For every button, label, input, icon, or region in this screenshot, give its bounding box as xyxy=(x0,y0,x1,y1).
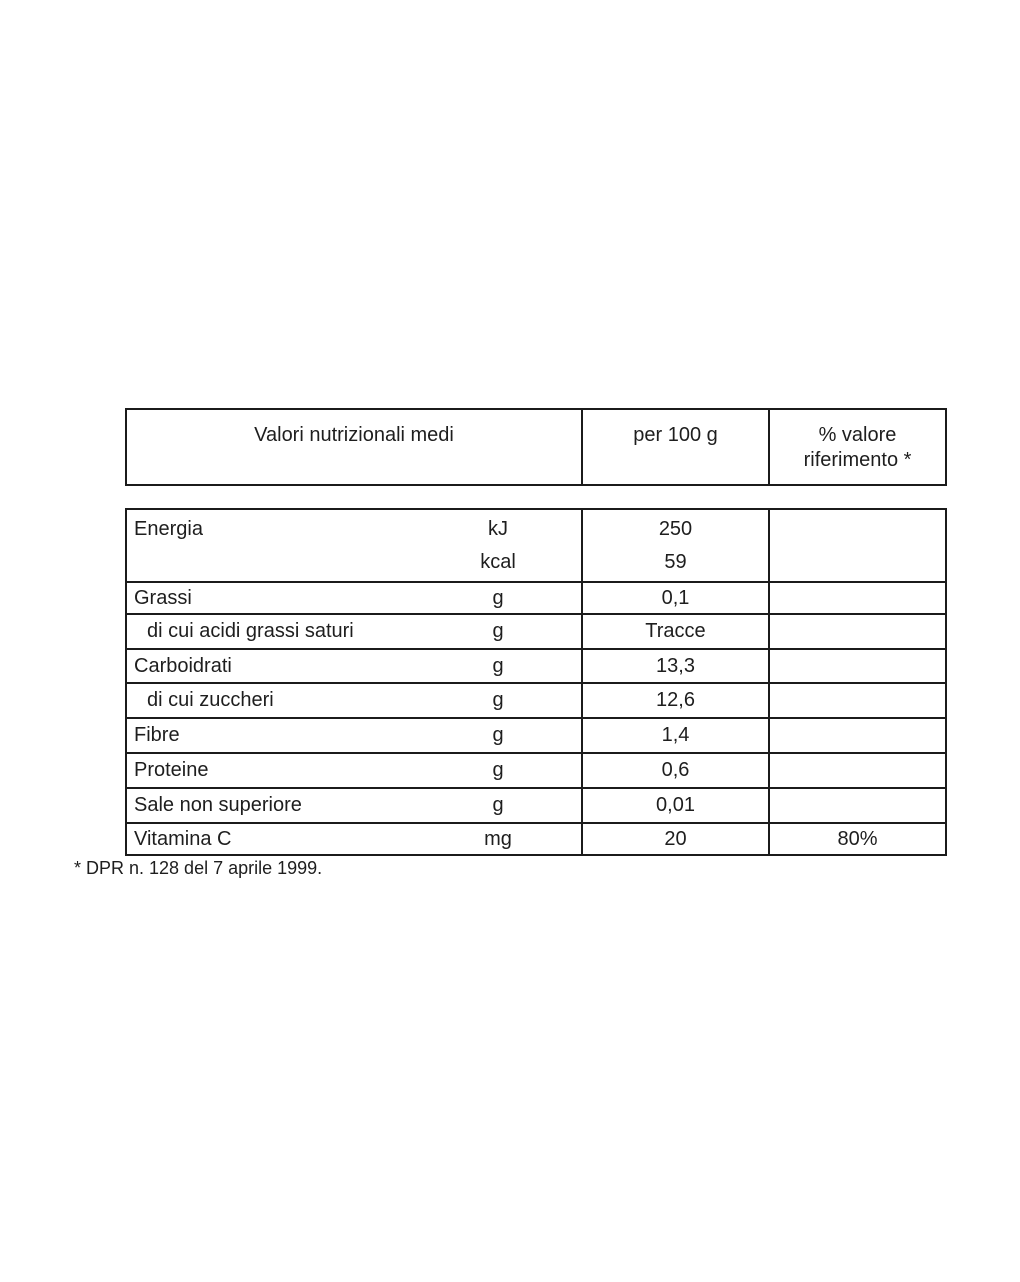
nutrient-percent xyxy=(768,754,945,787)
table-row xyxy=(127,822,945,854)
nutrient-unit: mg xyxy=(484,827,512,850)
nutrient-percent xyxy=(768,615,945,648)
nutrient-value: 12,6 xyxy=(581,684,768,717)
nutrient-label: Carboidrati xyxy=(134,654,232,677)
nutrient-percent xyxy=(768,719,945,752)
header-cell-per-100g: per 100 g xyxy=(581,410,768,484)
table-row xyxy=(127,752,945,787)
footnote: * DPR n. 128 del 7 aprile 1999. xyxy=(74,858,323,878)
table-row xyxy=(127,613,945,648)
nutrient-unit: g xyxy=(492,689,504,711)
nutrient-label: Grassi xyxy=(134,586,192,609)
nutrient-value: 0,1 xyxy=(581,583,768,613)
nutrient-label: di cui zuccheri xyxy=(147,689,274,711)
nutrient-unit: g xyxy=(492,794,504,816)
header-cell-values: Valori nutrizionali medi xyxy=(254,424,454,446)
nutrient-unit: g xyxy=(492,759,504,781)
nutrition-table-body xyxy=(125,508,947,856)
nutrient-unit xyxy=(415,510,581,581)
nutrient-value: 20 xyxy=(581,824,768,854)
nutrient-label: Proteine xyxy=(134,759,209,781)
nutrient-percent xyxy=(768,684,945,717)
nutrient-value xyxy=(581,510,768,581)
nutrient-value: 13,3 xyxy=(581,650,768,682)
nutrient-unit: g xyxy=(492,586,504,609)
table-row xyxy=(127,682,945,717)
header-percent-line1: % valore xyxy=(818,424,897,446)
nutrient-percent xyxy=(768,510,945,581)
nutrient-value: 0,01 xyxy=(581,789,768,822)
table-row xyxy=(127,510,945,581)
header-cell-percent-reference xyxy=(768,410,945,484)
nutrient-label xyxy=(127,510,415,581)
nutrient-label: Fibre xyxy=(134,724,180,746)
nutrition-table-header xyxy=(125,408,947,486)
unit-line: kJ xyxy=(488,518,508,540)
nutrient-unit: g xyxy=(492,654,504,677)
nutrient-percent xyxy=(768,789,945,822)
value-line: 59 xyxy=(664,551,687,573)
table-row xyxy=(127,717,945,752)
table-row xyxy=(127,787,945,822)
nutrient-unit: g xyxy=(492,620,504,642)
nutrient-unit: g xyxy=(492,724,504,746)
nutrient-label-line: Energia xyxy=(134,518,203,540)
nutrient-percent: 80% xyxy=(768,824,945,854)
nutrient-label-line xyxy=(134,546,415,579)
nutrient-percent xyxy=(768,583,945,613)
table-row xyxy=(127,581,945,613)
table-row xyxy=(127,648,945,682)
unit-line: kcal xyxy=(480,551,516,573)
nutrient-label: Sale non superiore xyxy=(134,794,302,816)
header-percent-line2: riferimento * xyxy=(803,449,912,471)
nutrient-value: Tracce xyxy=(581,615,768,648)
value-line: 250 xyxy=(658,518,693,540)
nutrient-percent xyxy=(768,650,945,682)
nutrient-value: 0,6 xyxy=(581,754,768,787)
nutrient-value: 1,4 xyxy=(581,719,768,752)
nutrient-label: di cui acidi grassi saturi xyxy=(147,620,354,642)
nutrient-label: Vitamina C xyxy=(134,827,232,850)
